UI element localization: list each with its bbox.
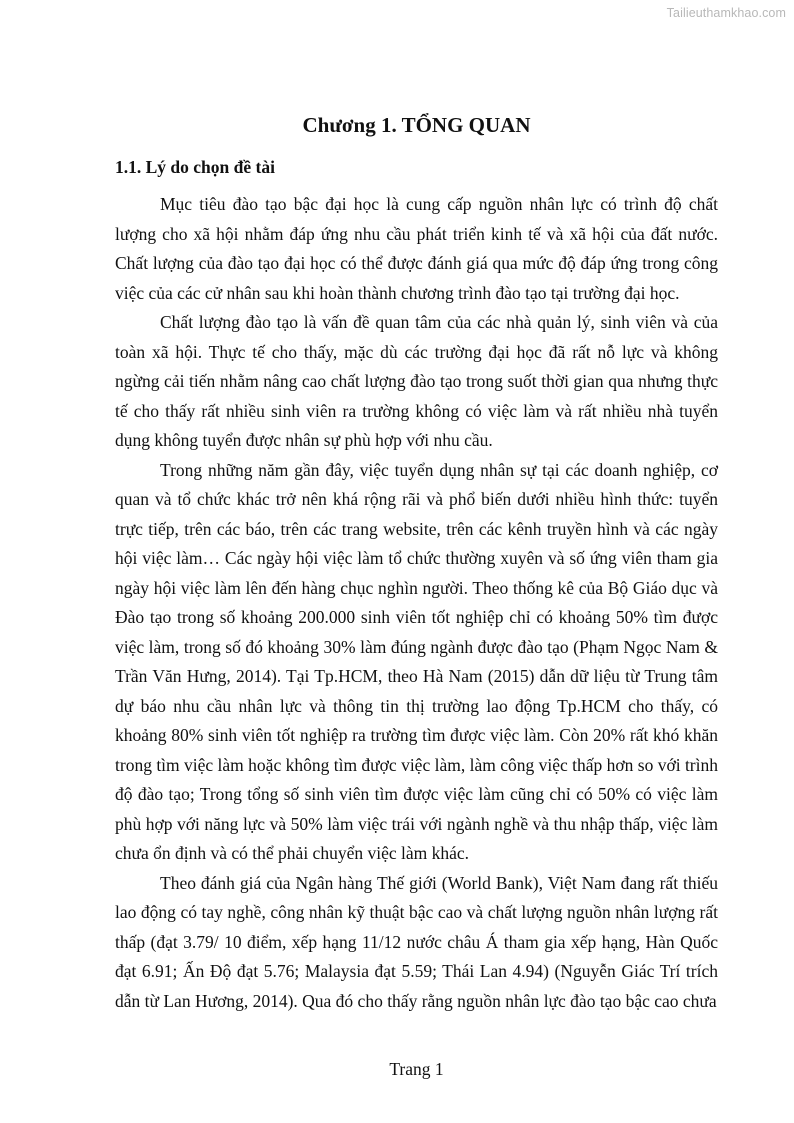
paragraph: Mục tiêu đào tạo bậc đại học là cung cấp nguồn nhân lực có trình độ chất lượng cho xã hội nhằm đáp ứng nhu cầu phát triển kinh tế và xã hội của đất nước. Chất lượng của đào tạo đại học có thể được đánh giá qua mức độ đáp ứng trong công việc của các cử nhân sau khi hoàn thành chương trình đào tạo tại trường đại học. [115, 194, 718, 303]
paragraph: Theo đánh giá của Ngân hàng Thế giới (World Bank), Việt Nam đang rất thiếu lao động có tay nghề, công nhân kỹ thuật bậc cao và chất lượng nguồn nhân lượng rất thấp (đạt 3.79/ 10 điểm, xếp hạng 11/12 nước châu Á tham gia xếp hạng, Hàn Quốc đạt 6.91; Ấn Độ đạt 5.76; Malaysia đạt 5.59; Thái Lan 4.94) (Nguyễn Giác Trí trích dẫn từ Lan Hương, 2014). Qua đó cho thấy rằng nguồn nhân lực đào tạo bậc cao chưa [115, 872, 718, 1011]
page-number: Trang 1 [389, 1059, 444, 1079]
watermark-text: Tailieuthamkhao.com [666, 6, 786, 20]
paragraph: Trong những năm gần đây, việc tuyển dụng nhân sự tại các doanh nghiệp, cơ quan và tổ chức khác trở nên khá rộng rãi và phổ biến dưới nhiều hình thức: tuyển trực tiếp, trên các báo, trên các trang website, trên các kênh truyền hình và các ngày hội việc làm… Các ngày hội việc làm tổ chức thường xuyên và số ứng viên tham gia ngày hội việc làm lên đến hàng chục nghìn người. Theo thống kê của Bộ Giáo dục và Đào tạo trong số khoảng 200.000 sinh viên tốt nghiệp chỉ có khoảng 50% tìm được việc làm, trong số đó khoảng 30% làm đúng ngành được đào tạo (Phạm Ngọc Nam & Trần Văn Hưng, 2014). Tại Tp.HCM, theo Hà Nam (2015) dẫn dữ liệu từ Trung tâm dự báo nhu cầu nhân lực và thông tin thị trường lao động Tp.HCM cho thấy, có khoảng 80% sinh viên tốt nghiệp ra trường tìm được việc làm. Còn 20% rất khó khăn trong tìm việc làm hoặc không tìm được việc làm, làm công việc thấp hơn so với trình độ đào tạo; Trong tổng số sinh viên tìm được việc làm cũng chỉ có 50% có việc làm phù hợp với năng lực và 50% làm việc trái với ngành nghề và thu nhập thấp, việc làm chưa ổn định và có thể phải chuyển việc làm khác. [115, 459, 718, 863]
paragraph: Chất lượng đào tạo là vấn đề quan tâm của các nhà quản lý, sinh viên và của toàn xã hội. Thực tế cho thấy, mặc dù các trường đại học đã rất nỗ lực và không ngừng cải tiến nhằm nâng cao chất lượng đào tạo trong suốt thời gian qua nhưng thực tế cho thấy rất nhiều sinh viên ra trường không có việc làm và rất nhiều nhà tuyển dụng không tuyển được nhân sự phù hợp với nhu cầu. [115, 312, 718, 450]
body-text [115, 190, 718, 1016]
chapter-title: Chương 1. TỔNG QUAN [302, 113, 531, 137]
section-heading: 1.1. Lý do chọn đề tài [115, 157, 275, 177]
